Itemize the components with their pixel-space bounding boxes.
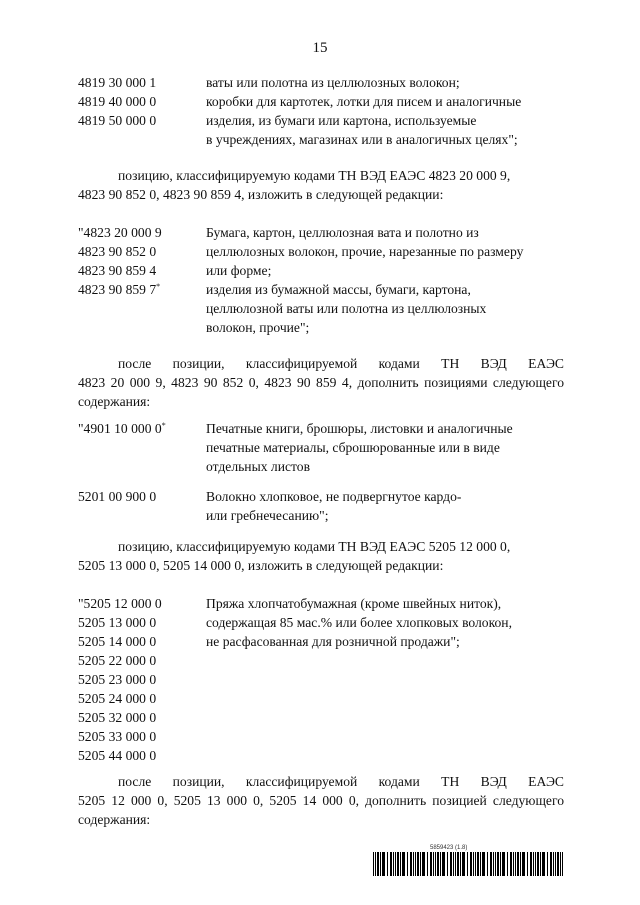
table-row (78, 670, 564, 689)
tn-ved-code: 4819 50 000 0 (78, 113, 157, 128)
description-line: содержащая 85 мас.% или более хлопковых волокон, (206, 615, 512, 630)
description-line: или гребнечесанию"; (206, 508, 329, 523)
description-line: коробки для картотек, лотки для писем и аналогичные (206, 94, 522, 109)
table-row (78, 727, 564, 746)
tn-ved-code: 5205 24 000 0 (78, 691, 157, 706)
tn-ved-code: 4819 40 000 0 (78, 94, 157, 109)
footnote-mark: * (156, 282, 161, 291)
table-row (78, 613, 564, 632)
description-line: Бумага, картон, целлюлозная вата и полотно из (206, 225, 479, 240)
table-row (78, 130, 564, 149)
table-row (78, 594, 564, 613)
table-row (78, 746, 564, 765)
tn-ved-code: "4901 10 000 0* (78, 421, 166, 436)
code-table-4819 (78, 73, 564, 149)
tn-ved-code: "4823 20 000 9 (78, 225, 162, 240)
table-row (78, 299, 564, 318)
paragraph-first-line: после позиции, классифицируемой кодами ТН ВЭД ЕАЭС (118, 356, 564, 371)
paragraph-text: 5205 13 000 0, 5205 14 000 0, изложить в следующей редакции: (78, 558, 444, 573)
tn-ved-code: 5205 23 000 0 (78, 672, 157, 687)
paragraph-first-line: после позиции, классифицируемой кодами ТН ВЭД ЕАЭС (118, 774, 564, 789)
description-line: ваты или полотна из целлюлозных волокон; (206, 75, 460, 90)
table-row (78, 73, 564, 92)
table-row (78, 242, 564, 261)
tn-ved-code: 4819 30 000 1 (78, 75, 157, 90)
tn-ved-code: 5205 32 000 0 (78, 710, 157, 725)
table-row (78, 419, 564, 438)
tn-ved-code: 5205 13 000 0 (78, 615, 157, 630)
table-row (78, 438, 564, 457)
code-table-5205 (78, 594, 564, 765)
table-row (78, 632, 564, 651)
tn-ved-code: "5205 12 000 0 (78, 596, 162, 611)
tn-ved-code: 5205 22 000 0 (78, 653, 157, 668)
table-row (78, 457, 564, 476)
barcode-icon (373, 852, 563, 876)
table-row (78, 651, 564, 670)
table-row (78, 280, 564, 299)
tn-ved-code: 5205 44 000 0 (78, 748, 157, 763)
paragraph-instruction (78, 354, 564, 411)
page-number: 15 (312, 40, 328, 56)
code-table-4901 (78, 419, 564, 476)
tn-ved-code: 5205 14 000 0 (78, 634, 157, 649)
table-row (78, 506, 564, 525)
tn-ved-code: 5201 00 900 0 (78, 489, 157, 504)
table-row (78, 261, 564, 280)
tn-ved-code: 4823 90 852 0 (78, 244, 157, 259)
description-line: целлюлозной ваты или полотна из целлюлозных (206, 301, 487, 316)
tn-ved-code: 5205 33 000 0 (78, 729, 157, 744)
paragraph-text: 4823 90 852 0, 4823 90 859 4, изложить в следующей редакции: (78, 187, 444, 202)
code-table-5201 (78, 487, 564, 525)
description-line: не расфасованная для розничной продажи"; (206, 634, 460, 649)
table-row (78, 318, 564, 337)
description-line: печатные материалы, сброшюрованные или в виде (206, 440, 500, 455)
code-table-4823 (78, 223, 564, 337)
paragraph-instruction (78, 537, 564, 575)
table-row (78, 689, 564, 708)
table-row (78, 708, 564, 727)
paragraph-text: 4823 20 000 9, 4823 90 852 0, 4823 90 859 4, дополнить позициями следующего содержания: (78, 375, 564, 409)
description-line: изделия, из бумаги или картона, используемые (206, 113, 477, 128)
paragraph-instruction (78, 772, 564, 829)
paragraph-first-line: позицию, классифицируемую кодами ТН ВЭД ЕАЭС 4823 20 000 9, (118, 168, 511, 183)
description-line: или форме; (206, 263, 272, 278)
tn-ved-code: 4823 90 859 4 (78, 263, 157, 278)
description-line: Пряжа хлопчатобумажная (кроме швейных ниток), (206, 596, 502, 611)
description-line: отдельных листов (206, 459, 310, 474)
table-row (78, 111, 564, 130)
paragraph-instruction (78, 166, 564, 204)
description-line: Печатные книги, брошюры, листовки и аналогичные (206, 421, 513, 436)
description-line: целлюлозных волокон, прочие, нарезанные по размеру (206, 244, 524, 259)
description-line: волокон, прочие"; (206, 320, 310, 335)
description-line: в учреждениях, магазинах или в аналогичных целях"; (206, 132, 518, 147)
table-row (78, 487, 564, 506)
table-row (78, 223, 564, 242)
paragraph-first-line: позицию, классифицируемую кодами ТН ВЭД ЕАЭС 5205 12 000 0, (118, 539, 511, 554)
footnote-mark: * (161, 421, 166, 430)
table-row (78, 92, 564, 111)
description-line: Волокно хлопковое, не подвергнутое кардо- (206, 489, 462, 504)
description-line: изделия из бумажной массы, бумаги, картона, (206, 282, 471, 297)
paragraph-text: 5205 12 000 0, 5205 13 000 0, 5205 14 000 0, дополнить позицией следующего содержания: (78, 793, 564, 827)
tn-ved-code: 4823 90 859 7* (78, 282, 161, 297)
document-number: 5859423 (1.8) (430, 845, 468, 851)
